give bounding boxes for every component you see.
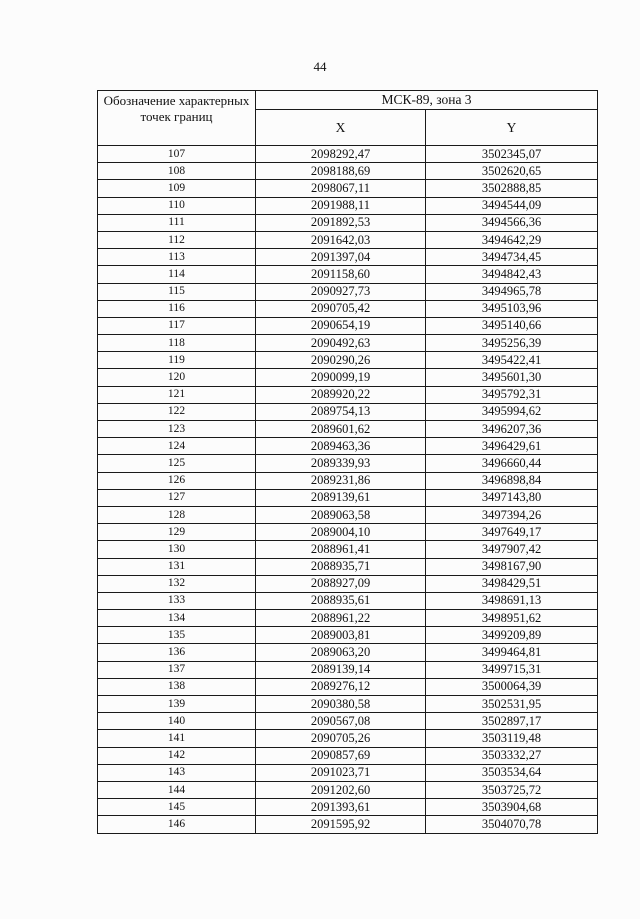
y-coordinate-cell: 3498167,90 <box>426 558 598 575</box>
table-row <box>98 317 598 334</box>
y-coordinate-cell: 3496429,61 <box>426 438 598 455</box>
table-row <box>98 696 598 713</box>
point-id-cell: 127 <box>98 489 256 506</box>
x-coordinate-cell: 2088961,41 <box>256 541 426 558</box>
y-coordinate-cell: 3495422,41 <box>426 352 598 369</box>
y-coordinate-cell: 3494842,43 <box>426 266 598 283</box>
x-coordinate-cell: 2090290,26 <box>256 352 426 369</box>
table-row <box>98 661 598 678</box>
x-coordinate-cell: 2088961,22 <box>256 610 426 627</box>
x-coordinate-cell: 2089463,36 <box>256 438 426 455</box>
y-coordinate-cell: 3500064,39 <box>426 678 598 695</box>
table-row <box>98 610 598 627</box>
point-id-cell: 108 <box>98 163 256 180</box>
table-row <box>98 455 598 472</box>
x-coordinate-cell: 2091642,03 <box>256 231 426 248</box>
point-id-cell: 117 <box>98 317 256 334</box>
y-coordinate-cell: 3495601,30 <box>426 369 598 386</box>
point-id-cell: 126 <box>98 472 256 489</box>
point-id-cell: 122 <box>98 403 256 420</box>
point-id-cell: 124 <box>98 438 256 455</box>
y-coordinate-cell: 3494734,45 <box>426 249 598 266</box>
point-id-cell: 144 <box>98 781 256 798</box>
y-coordinate-cell: 3496660,44 <box>426 455 598 472</box>
y-coordinate-cell: 3503534,64 <box>426 764 598 781</box>
y-coordinate-cell: 3495140,66 <box>426 317 598 334</box>
table-row <box>98 592 598 609</box>
y-coordinate-cell: 3495792,31 <box>426 386 598 403</box>
x-coordinate-cell: 2089276,12 <box>256 678 426 695</box>
point-id-cell: 134 <box>98 610 256 627</box>
y-coordinate-cell: 3502897,17 <box>426 713 598 730</box>
y-coordinate-cell: 3498951,62 <box>426 610 598 627</box>
table-row <box>98 575 598 592</box>
table-row <box>98 180 598 197</box>
point-id-cell: 133 <box>98 592 256 609</box>
point-id-cell: 136 <box>98 644 256 661</box>
x-coordinate-cell: 2089003,81 <box>256 627 426 644</box>
table-row <box>98 146 598 163</box>
x-coordinate-cell: 2090492,63 <box>256 335 426 352</box>
point-id-cell: 115 <box>98 283 256 300</box>
x-coordinate-cell: 2089139,14 <box>256 661 426 678</box>
point-id-cell: 138 <box>98 678 256 695</box>
y-coordinate-cell: 3498429,51 <box>426 575 598 592</box>
table-row <box>98 541 598 558</box>
x-coordinate-cell: 2089063,20 <box>256 644 426 661</box>
table-row <box>98 524 598 541</box>
table-row <box>98 266 598 283</box>
point-id-cell: 110 <box>98 197 256 214</box>
x-coordinate-cell: 2091393,61 <box>256 799 426 816</box>
point-id-cell: 142 <box>98 747 256 764</box>
x-coordinate-cell: 2090705,26 <box>256 730 426 747</box>
y-coordinate-cell: 3499209,89 <box>426 627 598 644</box>
point-id-cell: 128 <box>98 506 256 523</box>
x-coordinate-cell: 2089063,58 <box>256 506 426 523</box>
point-id-cell: 121 <box>98 386 256 403</box>
y-coordinate-cell: 3497394,26 <box>426 506 598 523</box>
x-coordinate-cell: 2090567,08 <box>256 713 426 730</box>
y-coordinate-cell: 3495256,39 <box>426 335 598 352</box>
x-coordinate-cell: 2091202,60 <box>256 781 426 798</box>
x-coordinate-cell: 2089231,86 <box>256 472 426 489</box>
y-coordinate-cell: 3496207,36 <box>426 421 598 438</box>
point-id-cell: 145 <box>98 799 256 816</box>
point-id-cell: 109 <box>98 180 256 197</box>
table-row <box>98 421 598 438</box>
point-id-cell: 120 <box>98 369 256 386</box>
y-coordinate-cell: 3504070,78 <box>426 816 598 833</box>
table-row <box>98 713 598 730</box>
x-coordinate-cell: 2089004,10 <box>256 524 426 541</box>
x-coordinate-cell: 2088935,61 <box>256 592 426 609</box>
y-coordinate-cell: 3503904,68 <box>426 799 598 816</box>
x-coordinate-cell: 2091892,53 <box>256 214 426 231</box>
y-coordinate-cell: 3502531,95 <box>426 696 598 713</box>
point-id-cell: 123 <box>98 421 256 438</box>
table-row <box>98 799 598 816</box>
y-coordinate-cell: 3497649,17 <box>426 524 598 541</box>
table-row <box>98 283 598 300</box>
table-row <box>98 472 598 489</box>
header-point-designation: Обозначение характерных точек границ <box>98 91 256 146</box>
table-row <box>98 352 598 369</box>
y-coordinate-cell: 3498691,13 <box>426 592 598 609</box>
point-id-cell: 140 <box>98 713 256 730</box>
point-id-cell: 116 <box>98 300 256 317</box>
y-coordinate-cell: 3494642,29 <box>426 231 598 248</box>
table-row <box>98 678 598 695</box>
table-row <box>98 403 598 420</box>
y-coordinate-cell: 3494965,78 <box>426 283 598 300</box>
y-coordinate-cell: 3503332,27 <box>426 747 598 764</box>
x-coordinate-cell: 2090705,42 <box>256 300 426 317</box>
table-row <box>98 197 598 214</box>
point-id-cell: 125 <box>98 455 256 472</box>
y-coordinate-cell: 3502888,85 <box>426 180 598 197</box>
y-coordinate-cell: 3495994,62 <box>426 403 598 420</box>
y-coordinate-cell: 3495103,96 <box>426 300 598 317</box>
y-coordinate-cell: 3497907,42 <box>426 541 598 558</box>
table-row <box>98 163 598 180</box>
table-header <box>98 91 598 146</box>
point-id-cell: 131 <box>98 558 256 575</box>
x-coordinate-cell: 2091595,92 <box>256 816 426 833</box>
x-coordinate-cell: 2098292,47 <box>256 146 426 163</box>
point-id-cell: 139 <box>98 696 256 713</box>
header-coordinate-system: МСК-89, зона 3 <box>256 91 598 110</box>
header-y: Y <box>426 110 598 146</box>
y-coordinate-cell: 3503725,72 <box>426 781 598 798</box>
table-row <box>98 489 598 506</box>
table-row <box>98 386 598 403</box>
table-row <box>98 730 598 747</box>
y-coordinate-cell: 3499464,81 <box>426 644 598 661</box>
x-coordinate-cell: 2098188,69 <box>256 163 426 180</box>
header-x: X <box>256 110 426 146</box>
point-id-cell: 135 <box>98 627 256 644</box>
y-coordinate-cell: 3503119,48 <box>426 730 598 747</box>
x-coordinate-cell: 2088927,09 <box>256 575 426 592</box>
x-coordinate-cell: 2091988,11 <box>256 197 426 214</box>
x-coordinate-cell: 2090099,19 <box>256 369 426 386</box>
y-coordinate-cell: 3502345,07 <box>426 146 598 163</box>
x-coordinate-cell: 2091158,60 <box>256 266 426 283</box>
x-coordinate-cell: 2091397,04 <box>256 249 426 266</box>
point-id-cell: 107 <box>98 146 256 163</box>
x-coordinate-cell: 2091023,71 <box>256 764 426 781</box>
y-coordinate-cell: 3494566,36 <box>426 214 598 231</box>
point-id-cell: 112 <box>98 231 256 248</box>
table-row <box>98 335 598 352</box>
point-id-cell: 130 <box>98 541 256 558</box>
table-row <box>98 558 598 575</box>
x-coordinate-cell: 2090654,19 <box>256 317 426 334</box>
coordinates-table <box>97 90 598 834</box>
point-id-cell: 143 <box>98 764 256 781</box>
point-id-cell: 132 <box>98 575 256 592</box>
page-number: 44 <box>313 59 327 74</box>
point-id-cell: 111 <box>98 214 256 231</box>
table-body <box>98 146 598 834</box>
table-row <box>98 369 598 386</box>
y-coordinate-cell: 3496898,84 <box>426 472 598 489</box>
x-coordinate-cell: 2089754,13 <box>256 403 426 420</box>
table-row <box>98 764 598 781</box>
x-coordinate-cell: 2089601,62 <box>256 421 426 438</box>
table-row <box>98 506 598 523</box>
table-row <box>98 214 598 231</box>
x-coordinate-cell: 2089920,22 <box>256 386 426 403</box>
y-coordinate-cell: 3497143,80 <box>426 489 598 506</box>
point-id-cell: 141 <box>98 730 256 747</box>
table-row <box>98 644 598 661</box>
x-coordinate-cell: 2088935,71 <box>256 558 426 575</box>
table-row <box>98 438 598 455</box>
point-id-cell: 129 <box>98 524 256 541</box>
point-id-cell: 113 <box>98 249 256 266</box>
x-coordinate-cell: 2098067,11 <box>256 180 426 197</box>
table-row <box>98 627 598 644</box>
point-id-cell: 119 <box>98 352 256 369</box>
y-coordinate-cell: 3494544,09 <box>426 197 598 214</box>
table-row <box>98 300 598 317</box>
x-coordinate-cell: 2089139,61 <box>256 489 426 506</box>
table-row <box>98 249 598 266</box>
x-coordinate-cell: 2090927,73 <box>256 283 426 300</box>
table-row <box>98 747 598 764</box>
point-id-cell: 146 <box>98 816 256 833</box>
y-coordinate-cell: 3502620,65 <box>426 163 598 180</box>
table-row <box>98 231 598 248</box>
x-coordinate-cell: 2089339,93 <box>256 455 426 472</box>
table-row <box>98 781 598 798</box>
x-coordinate-cell: 2090857,69 <box>256 747 426 764</box>
y-coordinate-cell: 3499715,31 <box>426 661 598 678</box>
table-row <box>98 816 598 833</box>
point-id-cell: 118 <box>98 335 256 352</box>
point-id-cell: 114 <box>98 266 256 283</box>
point-id-cell: 137 <box>98 661 256 678</box>
x-coordinate-cell: 2090380,58 <box>256 696 426 713</box>
